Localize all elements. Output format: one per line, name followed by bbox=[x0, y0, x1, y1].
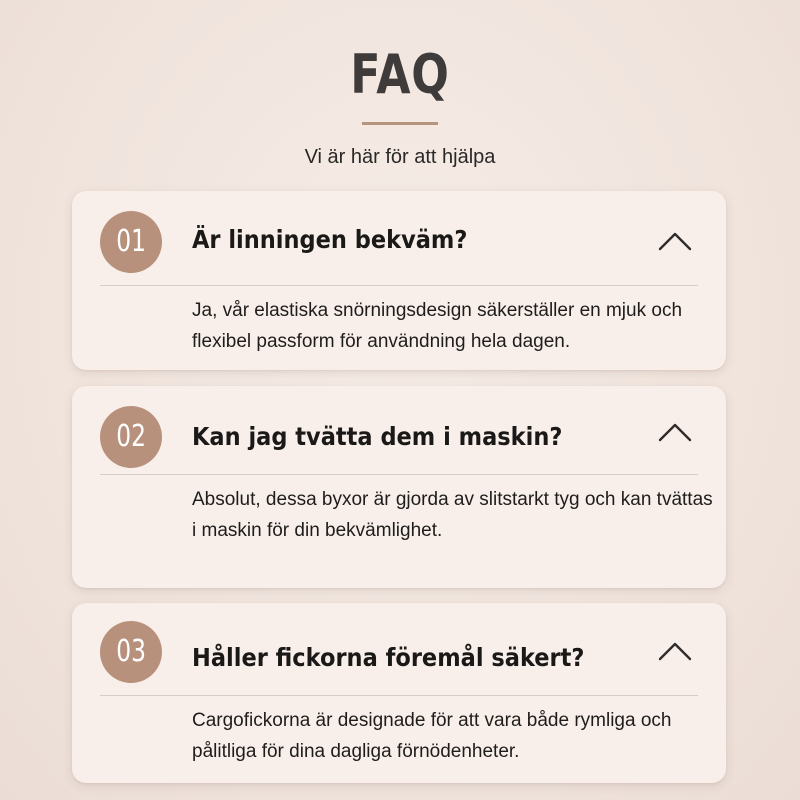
faq-question-toggle[interactable]: Kan jag tvätta dem i maskin? bbox=[192, 422, 563, 451]
faq-answer: Absolut, dessa byxor är gjorda av slitstarkt tyg och kan tvättas i maskin för din bekvämlighet. bbox=[192, 489, 713, 541]
faq-item-1 bbox=[72, 191, 726, 370]
faq-divider bbox=[100, 285, 698, 286]
chevron-up-icon[interactable] bbox=[658, 422, 692, 442]
title-underline bbox=[362, 122, 438, 125]
faq-question-toggle[interactable]: Är linningen bekväm? bbox=[192, 225, 468, 254]
faq-divider bbox=[100, 695, 698, 696]
page-title: FAQ bbox=[350, 43, 450, 106]
chevron-up-icon[interactable] bbox=[658, 641, 692, 661]
faq-item-2 bbox=[72, 386, 726, 588]
faq-number-badge: 03 bbox=[100, 621, 162, 683]
faq-divider bbox=[100, 474, 698, 475]
faq-item-3 bbox=[72, 603, 726, 783]
faq-question-toggle[interactable]: Håller fickorna föremål säkert? bbox=[192, 643, 585, 672]
faq-number-badge: 02 bbox=[100, 406, 162, 468]
faq-number-badge: 01 bbox=[100, 211, 162, 273]
faq-answer: Cargofickorna är designade för att vara både rymliga och pålitliga för dina dagliga förnödenheter. bbox=[192, 710, 672, 762]
page-subtitle: Vi är här för att hjälpa bbox=[304, 146, 496, 168]
faq-answer: Ja, vår elastiska snörningsdesign säkerställer en mjuk och flexibel passform för användning hela dagen. bbox=[192, 300, 683, 352]
chevron-up-icon[interactable] bbox=[658, 231, 692, 251]
